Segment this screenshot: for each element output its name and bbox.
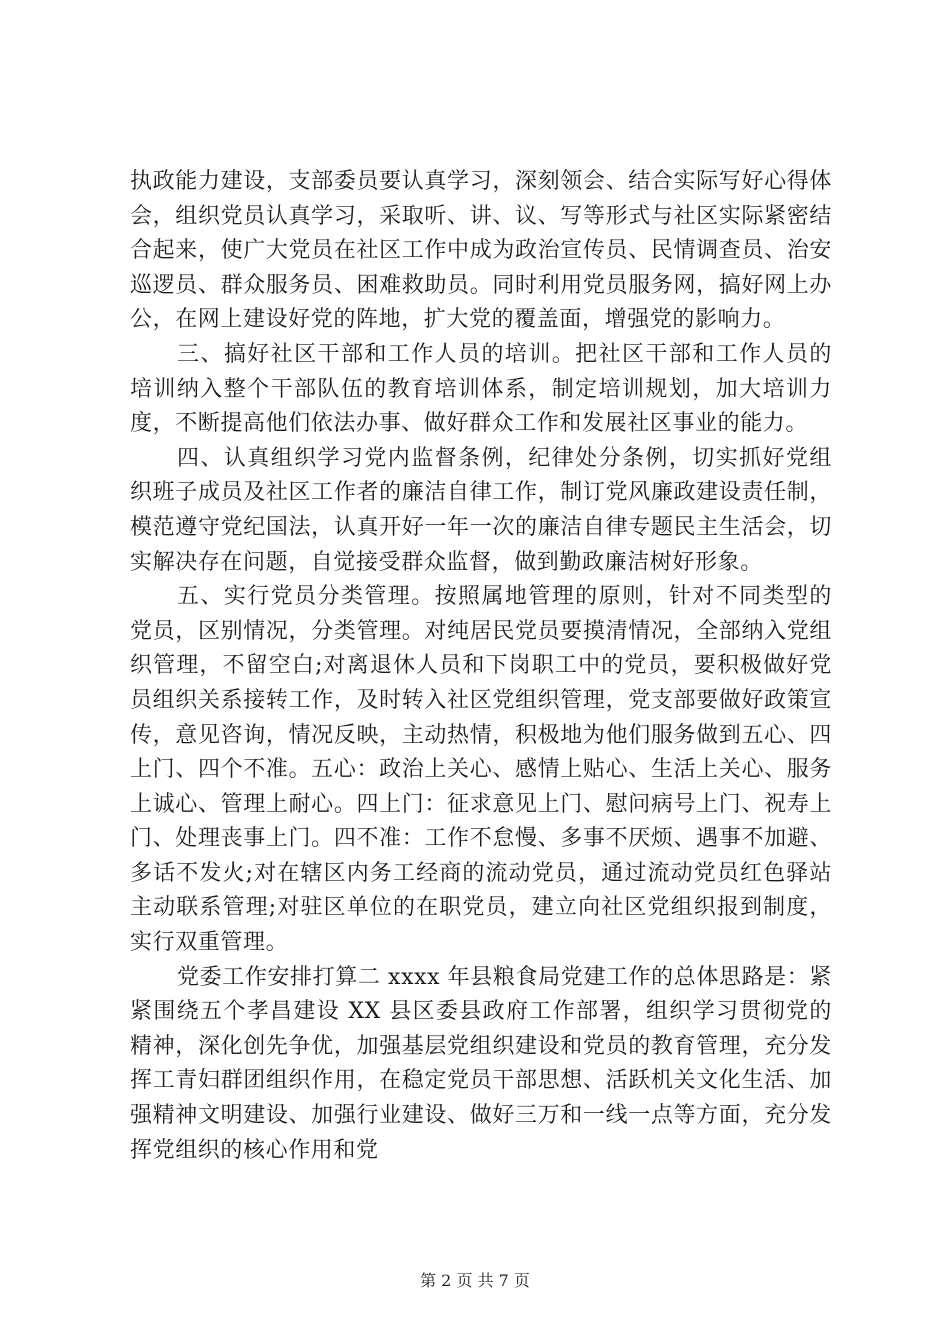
paragraph-3: 四、认真组织学习党内监督条例，纪律处分条例，切实抓好党组织班子成员及社区工作者的廉洁自律工作，制订党风廉政建设责任制，模范遵守党纪国法，认真开好一年一次的廉洁自律专题民主生活会，切实解决存在问题，自觉接受群众监督，做到勤政廉洁树好形象。 <box>130 445 832 575</box>
paragraph-1: 执政能力建设，支部委员要认真学习，深刻领会、结合实际写好心得体会，组织党员认真学习，采取听、讲、议、写等形式与社区实际紧密结合起来，使广大党员在社区工作中成为政治宣传员、民情调查员、治安巡逻员、群众服务员、困难救助员。同时利用党员服务网，搞好网上办公，在网上建设好党的阵地，扩大党的覆盖面，增强党的影响力。 <box>130 169 832 333</box>
paragraph-2: 三、搞好社区干部和工作人员的培训。把社区干部和工作人员的培训纳入整个干部队伍的教育培训体系，制定培训规划，加大培训力度，不断提高他们依法办事、做好群众工作和发展社区事业的能力。 <box>130 341 832 437</box>
document-body <box>130 165 832 1168</box>
paragraph-4: 五、实行党员分类管理。按照属地管理的原则，针对不同类型的党员，区别情况，分类管理。对纯居民党员要摸清情况，全部纳入党组织管理，不留空白;对离退休人员和下岗职工中的党员，要积极做好党员组织关系接转工作，及时转入社区党组织管理，党支部要做好政策宣传，意见咨询，情况反映，主动热情，积极地为他们服务做到五心、四上门、四个不准。五心：政治上关心、感情上贴心、生活上关心、服务上诚心、管理上耐心。四上门：征求意见上门、慰问病号上门、祝寿上门、处理丧事上门。四不准：工作不怠慢、多事不厌烦、遇事不加避、多话不发火;对在辖区内务工经商的流动党员，通过流动党员红色驿站主动联系管理;对驻区单位的在职党员，建立向社区党组织报到制度，实行双重管理。 <box>130 584 832 956</box>
paragraph-5: 党委工作安排打算二 xxxx 年县粮食局党建工作的总体思路是：紧紧围绕五个孝昌建设 XX 县区委县政府工作部署，组织学习贯彻党的精神，深化创先争优，加强基层党组织建设和党员的教育管理，充分发挥工青妇群团组织作用，在稳定党员干部思想、活跃机关文化生活、加强精神文明建设、加强行业建设、做好三万和一线一点等方面，充分发挥党组织的核心作用和党 <box>130 964 832 1163</box>
page-number-footer: 第 2 页 共 7 页 <box>420 1271 530 1290</box>
